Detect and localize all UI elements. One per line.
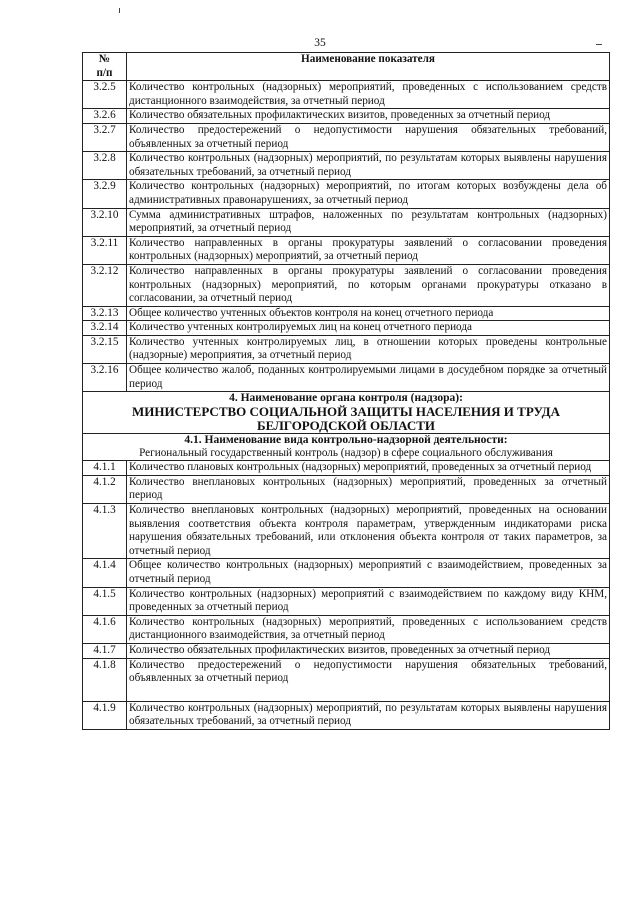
row-indicator-text: Количество обязательных профилактических визитов, проведенных за отчетный период bbox=[127, 643, 610, 658]
row-indicator-text: Общее количество учтенных объектов контроля на конец отчетного периода bbox=[127, 306, 610, 321]
row-indicator-text: Количество контрольных (надзорных) мероприятий, по результатам которых выявлены нарушения обязательных требований, за отчетный период bbox=[127, 701, 610, 729]
row-number: 4.1.6 bbox=[83, 615, 127, 643]
table-row bbox=[83, 264, 610, 306]
row-indicator-text: Количество учтенных контролируемых лиц на конец отчетного периода bbox=[127, 321, 610, 336]
row-indicator-text: Количество обязательных профилактических визитов, проведенных за отчетный период bbox=[127, 109, 610, 124]
ministry-name: МИНИСТЕРСТВО СОЦИАЛЬНОЙ ЗАЩИТЫ НАСЕЛЕНИЯ И ТРУДА БЕЛГОРОДСКОЙ ОБЛАСТИ bbox=[132, 404, 560, 434]
row-indicator-text: Количество направленных в органы прокуратуры заявлений о согласовании проведения контрольных (надзорных) мероприятий, по которым органами прокуратуры отказано в согласовании, за отчетный период bbox=[127, 264, 610, 306]
row-indicator-text: Количество внеплановых контрольных (надзорных) мероприятий, проведенных на основании выявления соответствия объекта контроля параметрам, утвержденным индикаторами риска нарушения обязательных требований, или отклонения объекта контроля от таких параметров, за отчетный период bbox=[127, 504, 610, 559]
table-row bbox=[83, 236, 610, 264]
table-row bbox=[83, 701, 610, 729]
subsection-header bbox=[83, 434, 610, 461]
table-row bbox=[83, 81, 610, 109]
row-number: 4.1.9 bbox=[83, 701, 127, 729]
row-indicator-text: Общее количество жалоб, поданных контролируемыми лицами в досудебном порядке за отчетный период bbox=[127, 364, 610, 392]
section-header bbox=[83, 392, 610, 434]
row-number: 3.2.13 bbox=[83, 306, 127, 321]
row-number: 4.1.4 bbox=[83, 559, 127, 587]
table-row bbox=[83, 364, 610, 392]
row-indicator-text: Количество плановых контрольных (надзорных) мероприятий, проведенных за отчетный период bbox=[127, 461, 610, 476]
header-num: № п/п bbox=[83, 53, 127, 81]
row-number: 3.2.9 bbox=[83, 180, 127, 208]
table-row bbox=[83, 461, 610, 476]
page-number: 35 bbox=[314, 37, 326, 49]
row-indicator-text: Количество контрольных (надзорных) мероприятий, проведенных с использованием средств дистанционного взаимодействия, за отчетный период bbox=[127, 615, 610, 643]
row-number: 3.2.14 bbox=[83, 321, 127, 336]
table-header-row bbox=[83, 53, 610, 81]
row-number: 3.2.15 bbox=[83, 335, 127, 363]
table-row bbox=[83, 335, 610, 363]
row-number: 4.1.3 bbox=[83, 504, 127, 559]
row-number: 4.1.7 bbox=[83, 643, 127, 658]
table-row bbox=[83, 321, 610, 336]
table-row bbox=[83, 123, 610, 151]
row-number: 4.1.8 bbox=[83, 658, 127, 701]
row-number: 3.2.12 bbox=[83, 264, 127, 306]
table-row bbox=[83, 152, 610, 180]
table-row bbox=[83, 475, 610, 503]
rows-section-3 bbox=[83, 81, 610, 392]
row-number: 3.2.11 bbox=[83, 236, 127, 264]
row-indicator-text: Количество предостережений о недопустимости нарушения обязательных требований, объявленных за отчетный период bbox=[127, 658, 610, 701]
indicator-table bbox=[82, 52, 610, 730]
row-indicator-text: Количество внеплановых контрольных (надзорных) мероприятий, проведенных за отчетный период bbox=[127, 475, 610, 503]
header-title: Наименование показателя bbox=[127, 53, 610, 81]
row-number: 4.1.5 bbox=[83, 587, 127, 615]
row-number: 4.1.2 bbox=[83, 475, 127, 503]
table-row bbox=[83, 643, 610, 658]
row-indicator-text: Количество контрольных (надзорных) мероприятий с взаимодействием по каждому виду КНМ, проведенных за отчетный период bbox=[127, 587, 610, 615]
row-number: 3.2.7 bbox=[83, 123, 127, 151]
row-indicator-text: Общее количество контрольных (надзорных) мероприятий с взаимодействием, проведенных за отчетный период bbox=[127, 559, 610, 587]
table-row bbox=[83, 306, 610, 321]
row-indicator-text: Количество контрольных (надзорных) мероприятий, по результатам которых выявлены нарушения обязательных требований, за отчетный период bbox=[127, 152, 610, 180]
scan-mark bbox=[596, 44, 602, 45]
row-number: 3.2.16 bbox=[83, 364, 127, 392]
table-row bbox=[83, 208, 610, 236]
row-number: 3.2.8 bbox=[83, 152, 127, 180]
table-row bbox=[83, 658, 610, 701]
rows-section-4 bbox=[83, 461, 610, 730]
table-row bbox=[83, 180, 610, 208]
table-row bbox=[83, 587, 610, 615]
row-indicator-text: Количество учтенных контролируемых лиц, в отношении которых проведены контрольные (надзорные) мероприятия, за отчетный период bbox=[127, 335, 610, 363]
subsection-header-row bbox=[83, 434, 610, 461]
row-number: 4.1.1 bbox=[83, 461, 127, 476]
subsection-title: 4.1. Наименование вида контрольно-надзорной деятельности: bbox=[184, 434, 508, 447]
table-row bbox=[83, 615, 610, 643]
section-title: 4. Наименование органа контроля (надзора): bbox=[229, 392, 463, 405]
row-indicator-text: Количество предостережений о недопустимости нарушения обязательных требований, объявленных за отчетный период bbox=[127, 123, 610, 151]
row-indicator-text: Количество контрольных (надзорных) мероприятий, по итогам которых возбуждены дела об административных правонарушениях, за отчетный период bbox=[127, 180, 610, 208]
row-number: 3.2.6 bbox=[83, 109, 127, 124]
row-indicator-text: Количество контрольных (надзорных) мероприятий, проведенных с использованием средств дистанционного взаимодействия, за отчетный период bbox=[127, 81, 610, 109]
row-indicator-text: Сумма административных штрафов, наложенных по результатам контрольных (надзорных) мероприятий, за отчетный период bbox=[127, 208, 610, 236]
row-indicator-text: Количество направленных в органы прокуратуры заявлений о согласовании проведения контрольных (надзорных) мероприятий, за отчетный период bbox=[127, 236, 610, 264]
section-header-row bbox=[83, 392, 610, 434]
subsection-text: Региональный государственный контроль (надзор) в сфере социального обслуживания bbox=[139, 447, 553, 460]
table-row bbox=[83, 559, 610, 587]
table-row bbox=[83, 109, 610, 124]
scan-mark bbox=[119, 8, 120, 13]
table-row bbox=[83, 504, 610, 559]
row-number: 3.2.5 bbox=[83, 81, 127, 109]
row-number: 3.2.10 bbox=[83, 208, 127, 236]
